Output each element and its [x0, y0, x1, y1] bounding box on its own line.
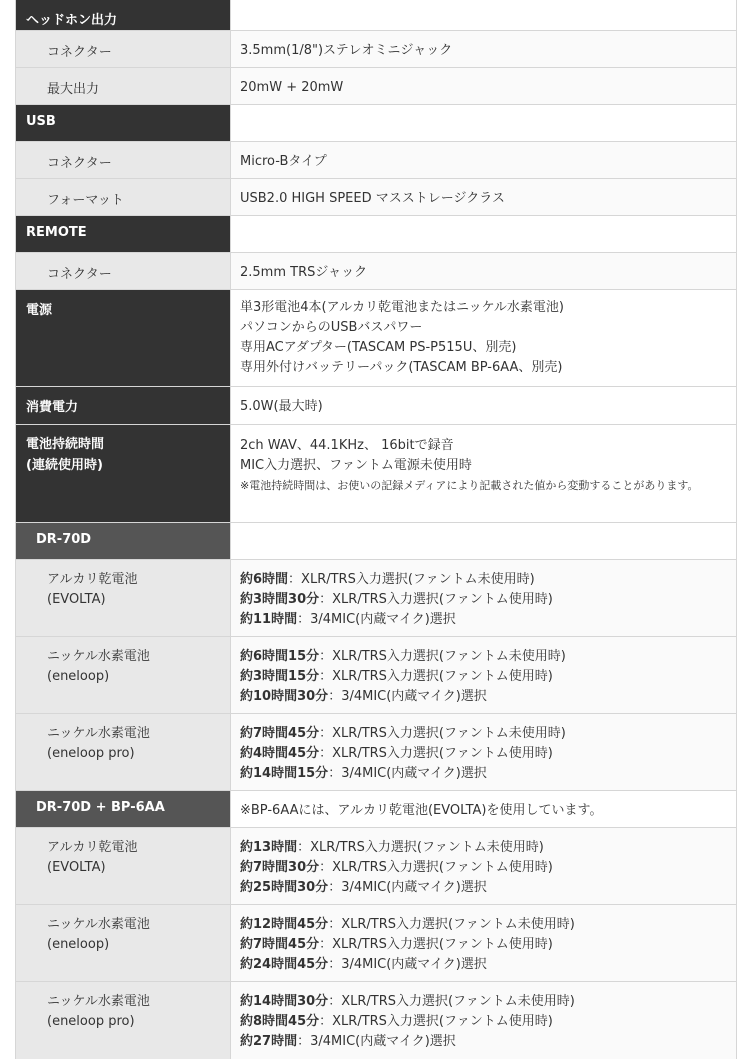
spec-value: USB2.0 HIGH SPEED マスストレージクラス [231, 179, 736, 215]
battery-row [16, 637, 736, 714]
spec-note: ※電池持続時間は、お使いの記録メディアにより記載された値から変動することがあります。 [240, 479, 699, 492]
battery-value: 約6時間：XLR/TRS入力選択(ファントム未使用時) 約3時間30分：XLR/TRS入力選択(ファントム使用時) 約11時間：3/4MIC(内蔵マイク)選択 [231, 560, 736, 636]
spec-value: 2.5mm TRSジャック [231, 253, 736, 289]
spec-label: コネクター [16, 253, 231, 289]
spec-value: 単3形電池4本(アルカリ乾電池またはニッケル水素電池) パソコンからのUSBバスパワー 専用ACアダプター(TASCAM PS-P515U、別売) 専用外付けバッテリーパック(TASCAM BP-6AA、別売) [231, 290, 736, 386]
subsection-value [231, 523, 736, 559]
section-label: ヘッドホン出力 [16, 0, 231, 30]
subsection-label: DR-70D + BP-6AA [16, 791, 231, 827]
spec-label: 最大出力 [16, 68, 231, 104]
battery-value: 約7時間45分：XLR/TRS入力選択(ファントム未使用時) 約4時間45分：XLR/TRS入力選択(ファントム使用時) 約14時間15分：3/4MIC(内蔵マイク)選択 [231, 714, 736, 790]
battery-row [16, 560, 736, 637]
battery-row [16, 828, 736, 905]
subsection-label: DR-70D [16, 523, 231, 559]
spec-row-section [16, 0, 736, 31]
spec-row-subsection [16, 523, 736, 560]
spec-value: Micro-Bタイプ [231, 142, 736, 178]
spec-value: 20mW + 20mW [231, 68, 736, 104]
battery-label: アルカリ乾電池 (EVOLTA) [16, 560, 231, 636]
spec-label: コネクター [16, 142, 231, 178]
section-label: REMOTE [16, 216, 231, 252]
spec-value: 5.0W(最大時) [231, 387, 736, 424]
battery-label: アルカリ乾電池 (EVOLTA) [16, 828, 231, 904]
spec-table [15, 0, 737, 1059]
section-label: USB [16, 105, 231, 141]
spec-row [16, 68, 736, 105]
spec-row [16, 31, 736, 68]
spec-value: 3.5mm(1/8")ステレオミニジャック [231, 31, 736, 67]
section-value [231, 0, 736, 30]
spec-row [16, 253, 736, 290]
battery-label: ニッケル水素電池 (eneloop) [16, 905, 231, 981]
battery-value: 約6時間15分：XLR/TRS入力選択(ファントム未使用時) 約3時間15分：XLR/TRS入力選択(ファントム使用時) 約10時間30分：3/4MIC(内蔵マイク)選択 [231, 637, 736, 713]
spec-row-section [16, 105, 736, 142]
spec-row-section [16, 290, 736, 387]
battery-label: ニッケル水素電池 (eneloop pro) [16, 982, 231, 1059]
section-label: 消費電力 [16, 387, 231, 424]
spec-row-section [16, 216, 736, 253]
battery-row [16, 982, 736, 1059]
section-label: 電池持続時間 (連続使用時) [16, 425, 231, 522]
battery-label: ニッケル水素電池 (eneloop pro) [16, 714, 231, 790]
spec-row [16, 142, 736, 179]
battery-value: 約13時間：XLR/TRS入力選択(ファントム未使用時) 約7時間30分：XLR/TRS入力選択(ファントム使用時) 約25時間30分：3/4MIC(内蔵マイク)選択 [231, 828, 736, 904]
battery-value: 約14時間30分：XLR/TRS入力選択(ファントム未使用時) 約8時間45分：XLR/TRS入力選択(ファントム使用時) 約27時間：3/4MIC(内蔵マイク)選択 [231, 982, 736, 1059]
spec-label: フォーマット [16, 179, 231, 215]
battery-row [16, 714, 736, 791]
battery-value: 約12時間45分：XLR/TRS入力選択(ファントム未使用時) 約7時間45分：XLR/TRS入力選択(ファントム使用時) 約24時間45分：3/4MIC(内蔵マイク)選択 [231, 905, 736, 981]
subsection-value: ※BP-6AAには、アルカリ乾電池(EVOLTA)を使用しています。 [231, 791, 736, 827]
spec-row-section [16, 387, 736, 425]
spec-label: コネクター [16, 31, 231, 67]
battery-label: ニッケル水素電池 (eneloop) [16, 637, 231, 713]
section-value [231, 216, 736, 252]
spec-row-section [16, 425, 736, 523]
spec-row [16, 179, 736, 216]
spec-row-subsection [16, 791, 736, 828]
section-value [231, 105, 736, 141]
battery-row [16, 905, 736, 982]
section-label: 電源 [16, 290, 231, 386]
spec-value: 2ch WAV、44.1KHz、 16bitで録音 MIC入力選択、ファントム電源未使用時 ※電池持続時間は、お使いの記録メディアにより記載された値から変動することがあります。 [231, 425, 736, 522]
